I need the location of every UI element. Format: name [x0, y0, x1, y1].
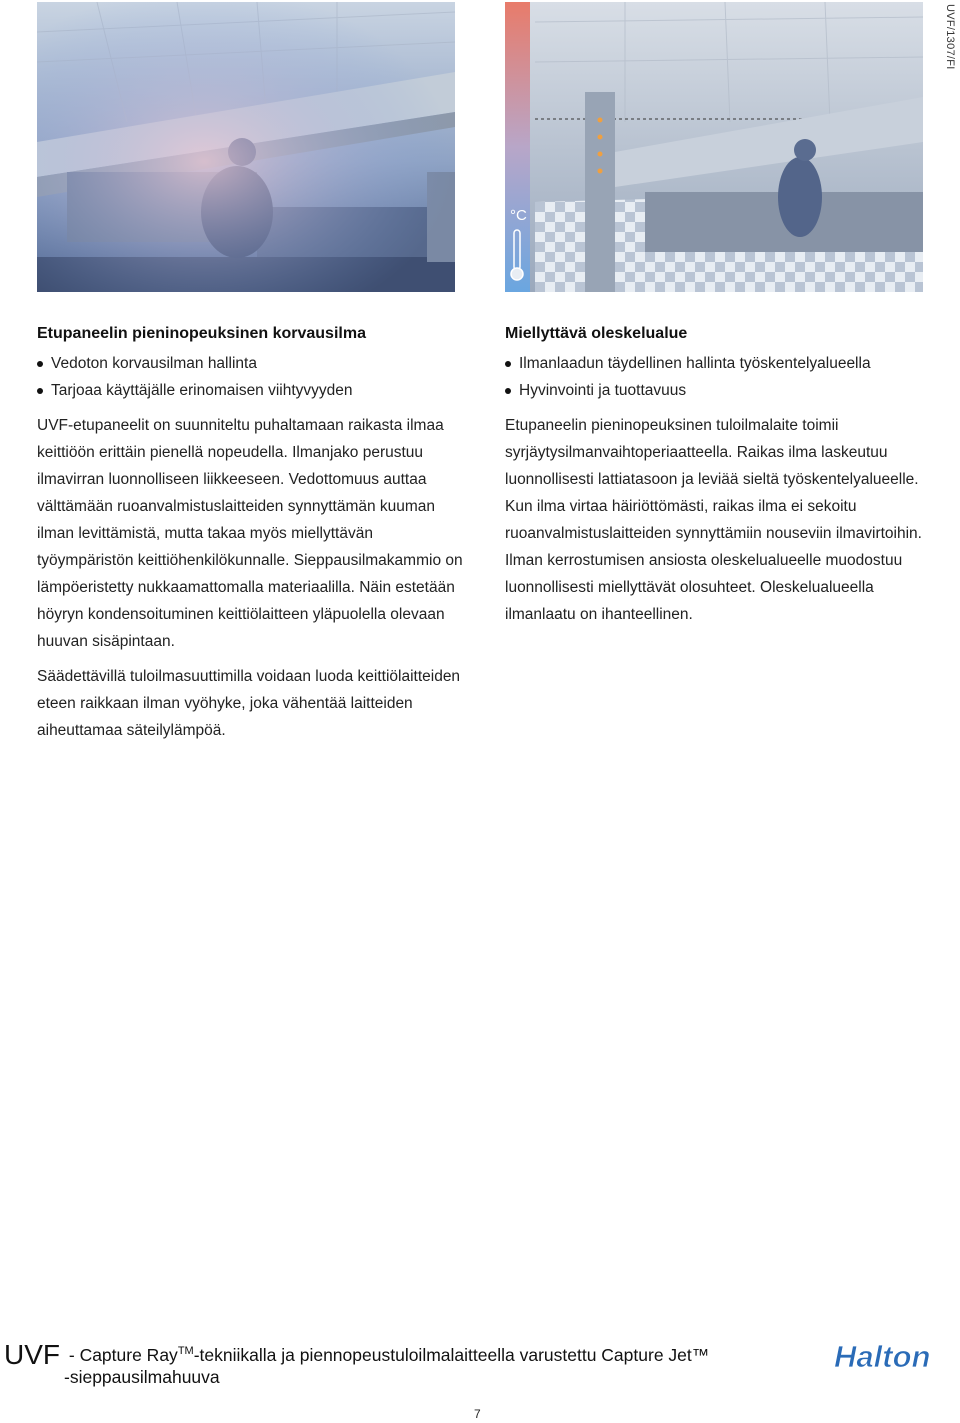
left-text-column	[37, 322, 467, 752]
list-item: Tarjoaa käyttäjälle erinomaisen viihtyvyyden	[37, 377, 467, 404]
right-bullet-list	[505, 350, 935, 404]
right-paragraph-1: Etupaneelin pieninopeuksinen tuloilmalaite toimii syrjäytysilmanvaihtoperiaatteella. Raikas ilma laskeutuu luonnollisesti lattiatasoon ja leviää sieltä työskentelyalueelle. Kun ilma virtaa häiriöttömästi, raikas ilma ei sekoitu ruoanvalmistuslaitteiden synnyttämiin nouseviin ilmavirtoihin. Ilman kerrostumisen ansiosta oleskelualueelle muodostuu luonnollisesti miellyttävät olosuhteet. Oleskelualueella ilmanlaatu on ihanteellinen.	[505, 417, 922, 623]
list-item: Ilmanlaadun täydellinen hallinta työskentelyalueella	[505, 350, 935, 377]
thermometer-unit: °C	[510, 207, 527, 224]
kitchen-photo-left	[37, 2, 455, 292]
footer-text-a: - Capture Ray	[68, 1344, 178, 1365]
left-paragraph-1: UVF-etupaneelit on suunniteltu puhaltamaan raikasta ilmaa keittiöön erittäin pienellä nopeudella. Ilmanjako perustuu ilmavirran luonnolliseen liikkeeseen. Vedottomuus auttaa välttämään ruoanvalmistuslaitteiden synnyttämän kuuman ilman levittämistä, mutta takaa myös miellyttävän työympäristön keittiöhenkilökunnalle. Sieppausilmakammio on lämpöeristetty nukkaamattomalla materiaalilla. Näin estetään höyryn kondensoituminen keittiölaitteen yläpuolella olevaan huuvan sisäpintaan.	[37, 417, 463, 650]
right-text-column	[505, 322, 935, 636]
footer-text-b: -tekniikalla ja piennopeustuloilmalaitteella varustettu Capture Jet™	[193, 1344, 710, 1365]
right-heading: Miellyttävä oleskelualue	[505, 325, 688, 342]
footer-product-title	[4, 1340, 804, 1388]
footer-line-2: -sieppausilmahuuva	[64, 1366, 220, 1387]
footer-trademark: TM	[177, 1345, 194, 1357]
list-item: Vedoton korvausilman hallinta	[37, 350, 467, 377]
page-number: 7	[474, 1407, 481, 1421]
document-code: UVF/1307/FI	[944, 4, 956, 70]
left-paragraph-2: Säädettävillä tuloilmasuuttimilla voidaan luoda keittiölaitteiden eteen raikkaan ilman vyöhyke, joka vähentää laitteiden aiheuttamaa säteilylämpöä.	[37, 668, 461, 739]
logo-wordmark: Halton	[834, 1339, 931, 1373]
left-heading: Etupaneelin pieninopeuksinen korvausilma	[37, 325, 366, 342]
left-bullet-list	[37, 350, 467, 404]
halton-logo	[832, 1339, 960, 1373]
kitchen-photo-right	[505, 2, 923, 292]
footer-prefix: UVF	[4, 1338, 60, 1370]
list-item: Hyvinvointi ja tuottavuus	[505, 377, 935, 404]
